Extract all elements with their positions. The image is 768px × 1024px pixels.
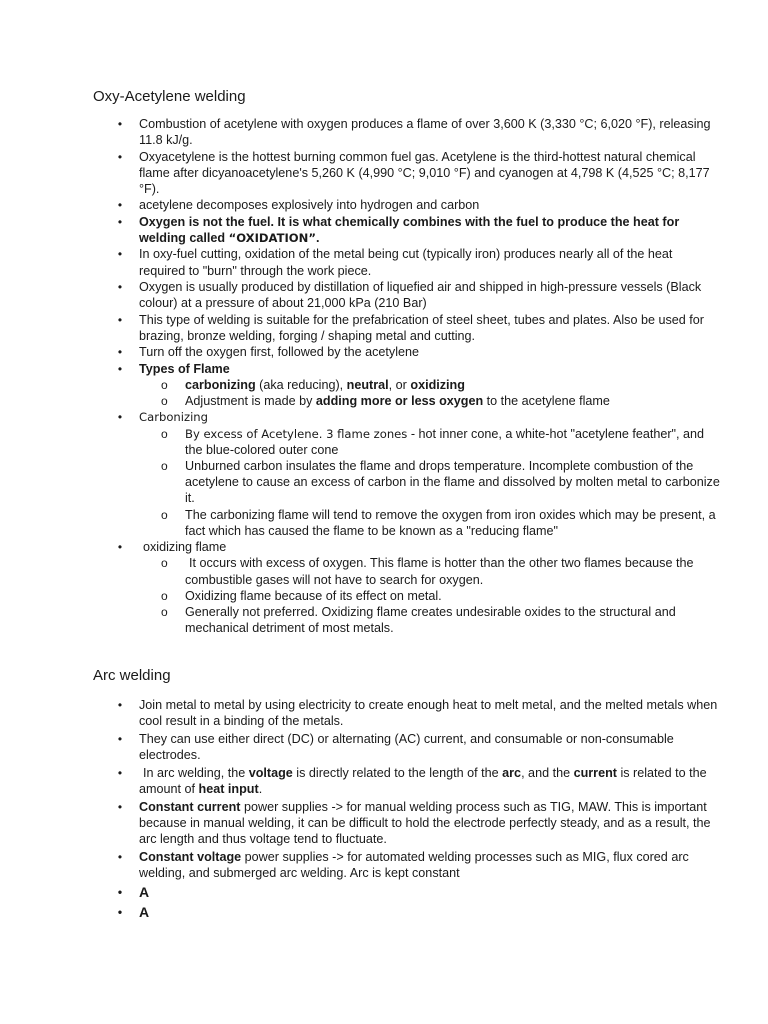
sub-bullet-icon: o bbox=[161, 377, 168, 392]
oxidizing-flame-label: oxidizing flame bbox=[143, 540, 227, 555]
bullet-icon: • bbox=[117, 345, 123, 360]
oxidizing-flame-sublist bbox=[139, 555, 720, 636]
types-of-flame-label: Types of Flame bbox=[139, 361, 230, 376]
list-item: • Turn off the oxygen first, followed by the acetylene bbox=[0, 344, 720, 360]
list-item: • In arc welding, the voltage is directly related to the length of the arc, and the current is related to the amount of heat input. bbox=[0, 765, 720, 797]
list-item: • Combustion of acetylene with oxygen produces a flame of over 3,600 K (3,330 °C; 6,020 °F), releasing 11.8 kJ/g. bbox=[0, 116, 720, 148]
list-item: • Oxygen is not the fuel. It is what chemically combines with the fuel to produce the heat for welding called “OXIDATION”. bbox=[0, 214, 720, 246]
bullet-icon: • bbox=[117, 361, 123, 376]
bullet-icon: • bbox=[117, 800, 123, 814]
bullet-icon: • bbox=[117, 766, 123, 780]
sub-list-item: o Unburned carbon insulates the flame and drops temperature. Incomplete combustion of the acetylene to cause an excess of carbon in the flame and dissolved by molten metal to carbonize it. bbox=[161, 458, 720, 506]
list-item bbox=[0, 539, 720, 636]
sub-bullet-icon: o bbox=[161, 458, 168, 473]
section-title-oxy-acetylene: Oxy-Acetylene welding bbox=[93, 88, 246, 105]
bullet-icon: • bbox=[117, 850, 123, 865]
list-item: • This type of welding is suitable for the prefabrication of steel sheet, tubes and plates. Also be used for brazing, bronze welding, forging / shaping metal and cutting. bbox=[0, 312, 720, 344]
types-of-flame-sublist bbox=[139, 377, 720, 409]
bullet-icon: • bbox=[117, 698, 123, 712]
section-title-arc-welding: Arc welding bbox=[93, 667, 171, 684]
bullet-icon: • bbox=[117, 214, 123, 229]
sub-bullet-icon: o bbox=[161, 604, 168, 619]
bullet-icon: • bbox=[117, 885, 123, 900]
arc-welding-list bbox=[0, 697, 720, 922]
sub-bullet-icon: o bbox=[161, 507, 168, 522]
bullet-icon: • bbox=[117, 279, 123, 294]
sub-list-item: o carbonizing (aka reducing), neutral, or oxidizing bbox=[161, 377, 465, 392]
sub-bullet-icon: o bbox=[161, 556, 168, 571]
bullet-icon: • bbox=[117, 117, 123, 131]
sub-bullet-icon: o bbox=[161, 588, 168, 603]
sub-bullet-icon: o bbox=[161, 393, 168, 408]
bullet-icon: • bbox=[117, 198, 123, 213]
list-item: • They can use either direct (DC) or alternating (AC) current, and consumable or non-consumable electrodes. bbox=[0, 731, 720, 763]
sub-list-item: o By excess of Acetylene. 3 flame zones - hot inner cone, a white-hot "acetylene feather", and the blue-colored outer cone bbox=[161, 426, 705, 457]
list-item: • acetylene decomposes explosively into hydrogen and carbon bbox=[0, 197, 720, 213]
list-item: • A bbox=[0, 883, 720, 901]
list-item bbox=[0, 409, 720, 539]
list-item: • Oxyacetylene is the hottest burning common fuel gas. Acetylene is the third-hottest natural chemical flame after dicyanoacetylene's 5,260 K (4,990 °C; 9,010 °F) and cyanogen at 4,798 K (4,525 °C; 8,177 °F). bbox=[0, 149, 720, 198]
oxy-acetylene-list bbox=[0, 116, 720, 637]
bullet-icon: • bbox=[117, 904, 123, 919]
sub-list-item: o Adjustment is made by adding more or less oxygen to the acetylene flame bbox=[161, 393, 610, 408]
sub-list-item: o The carbonizing flame will tend to remove the oxygen from iron oxides which may be present, a fact which has caused the flame to be known as a "reducing flame" bbox=[161, 507, 716, 538]
carbonizing-sublist bbox=[139, 426, 720, 539]
bullet-icon: • bbox=[117, 732, 123, 746]
sub-bullet-icon: o bbox=[161, 426, 168, 441]
bullet-icon: • bbox=[117, 149, 123, 164]
sub-list-item: o Generally not preferred. Oxidizing flame creates undesirable oxides to the structural and mechanical detriment of most metals. bbox=[161, 604, 676, 636]
sub-list-item: o It occurs with excess of oxygen. This flame is hotter than the other two flames because the combustible gases will not have to search for oxygen. bbox=[161, 556, 694, 587]
bullet-icon: • bbox=[117, 247, 123, 262]
list-item: • Join metal to metal by using electricity to create enough heat to melt metal, and the melted metals when cool result in a binding of the metals. bbox=[0, 697, 720, 729]
bullet-icon: • bbox=[117, 312, 123, 327]
list-item: • Constant current power supplies -> for manual welding process such as TIG, MAW. This is important because in manual welding, it can be difficult to hold the electrode perfectly steady, and as a result, the arc length and thus voltage tend to fluctuate. bbox=[0, 799, 720, 848]
bullet-icon: • bbox=[117, 540, 123, 555]
list-item: • A bbox=[0, 903, 720, 921]
list-item: • Oxygen is usually produced by distillation of liquefied air and shipped in high-pressure vessels (Black colour) at a pressure of about 21,000 kPa (210 Bar) bbox=[0, 279, 720, 311]
sub-list-item: o Oxidizing flame because of its effect on metal. bbox=[161, 588, 442, 603]
list-item: • Constant voltage power supplies -> for automated welding processes such as MIG, flux cored arc welding, and submerged arc welding. Arc is kept constant bbox=[0, 849, 720, 881]
list-item bbox=[0, 361, 720, 410]
carbonizing-label: Carbonizing bbox=[139, 410, 209, 425]
list-item: • In oxy-fuel cutting, oxidation of the metal being cut (typically iron) produces nearly all of the heat required to "burn" through the work piece. bbox=[0, 246, 720, 278]
bullet-icon: • bbox=[117, 410, 123, 425]
